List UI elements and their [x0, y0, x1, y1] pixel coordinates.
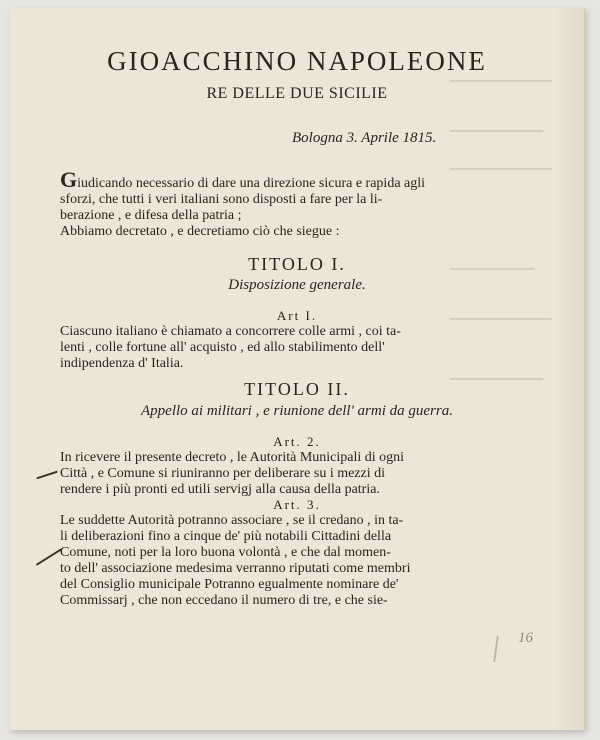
- art-1-line-2: lenti , colle fortune all' acquisto , ed allo stabilimento dell': [60, 340, 385, 355]
- titolo-1-subheading: Disposizione generale.: [228, 277, 366, 293]
- art-2-paragraph: [60, 450, 550, 498]
- titolo-2-heading: TITOLO II.: [244, 379, 350, 399]
- titolo-1-heading: TITOLO I.: [248, 254, 346, 274]
- art-1-paragraph: [60, 324, 550, 372]
- drop-cap: G: [60, 167, 78, 192]
- show-through: ▁▁▁▁▁▁▁▁▁▁▁: [450, 120, 544, 132]
- art-3-line-3: Comune, noti per la loro buona volontà , e che dal momen-: [60, 545, 391, 560]
- art-2-line-2: Città , e Comune si riuniranno per deliberare su i mezzi di: [60, 466, 386, 481]
- art-1-heading: Art I.: [276, 308, 318, 323]
- art-3-line-5: del Consiglio municipale Potranno egualmente nominare de': [60, 577, 399, 592]
- art-3-line-6: Commissarj , che non eccedano il numero di tre, e che sie-: [60, 593, 388, 608]
- document-title: GIOACCHINO NAPOLEONE: [107, 46, 487, 76]
- preamble-line-3: berazione , e difesa della patria ;: [60, 208, 242, 223]
- show-through: ▁▁▁▁▁▁▁▁▁▁▁▁: [450, 308, 552, 320]
- pencil-mark: [493, 636, 499, 662]
- dateline: Bologna 3. Aprile 1815.: [292, 130, 437, 146]
- preamble-line-2: sforzi, che tutti i veri italiani sono disposti a fare per la li-: [60, 192, 383, 207]
- art-2-line-1: In ricevere il presente decreto , le Autorità Municipali di ogni: [60, 450, 405, 465]
- preamble-paragraph: [60, 167, 550, 240]
- art-3-line-1: Le suddette Autorità potranno associare , se il credano , in ta-: [60, 513, 404, 528]
- art-3-line-4: to dell' associazione medesima verranno riputati come membri: [60, 561, 411, 576]
- document-subtitle: RE DELLE DUE SICILIE: [206, 85, 388, 102]
- show-through: ▁▁▁▁▁▁▁▁▁▁▁: [450, 368, 544, 380]
- art-2-line-3: rendere i più pronti ed utili servigj alla causa della patria.: [60, 482, 380, 497]
- preamble-line-4: Abbiamo decretato , e decretiamo ciò che siegue :: [60, 224, 340, 239]
- art-3-line-2: li deliberazioni fino a cinque de' più notabili Cittadini della: [60, 529, 392, 544]
- show-through: ▁▁▁▁▁▁▁▁▁▁▁▁: [450, 70, 552, 82]
- show-through: ▁▁▁▁▁▁▁▁▁▁: [450, 258, 535, 270]
- ink-margin-mark: [36, 471, 58, 480]
- art-3-heading: Art. 3.: [273, 497, 321, 512]
- document-page: [10, 8, 585, 730]
- titolo-2-subheading: Appello ai militari , e riunione dell' armi da guerra.: [141, 403, 453, 419]
- art-2-heading: Art. 2.: [273, 434, 321, 449]
- preamble-line-1: Giudicando necessario di dare una direzione sicura e rapida agli: [60, 167, 426, 192]
- pencil-page-number: 16: [518, 630, 533, 646]
- art-1-line-3: indipendenza d' Italia.: [60, 356, 184, 371]
- art-1-line-1: Ciascuno italiano è chiamato a concorrere colle armi , coi ta-: [60, 324, 401, 339]
- show-through: ▁▁▁▁▁▁▁▁▁▁▁▁: [450, 158, 552, 170]
- art-3-paragraph: [60, 513, 550, 609]
- ink-margin-mark: [36, 548, 63, 566]
